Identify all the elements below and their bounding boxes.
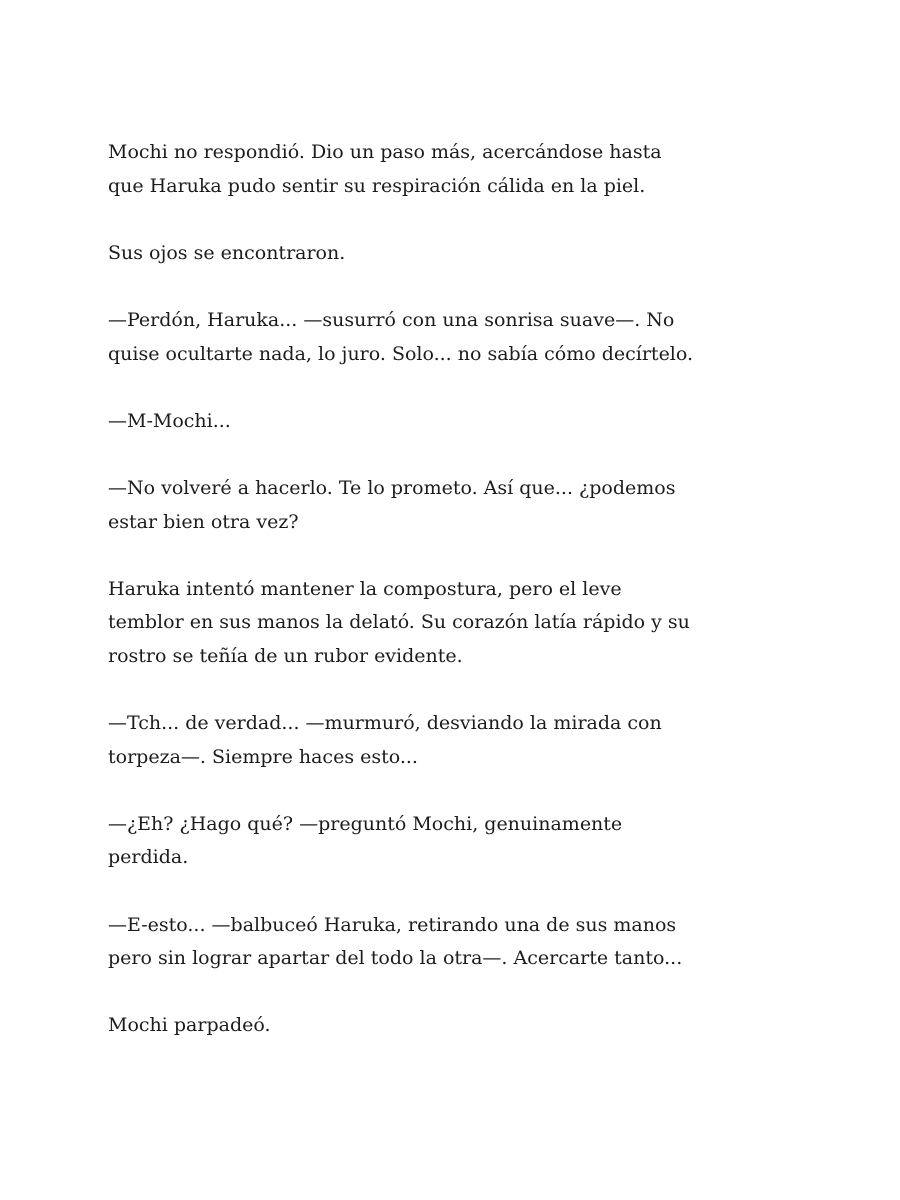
paragraph	[108, 573, 860, 674]
text-line: Mochi no respondió. Dio un paso más, acercándose hasta	[108, 141, 662, 163]
text-line: —M-Mochi...	[108, 409, 231, 432]
text-line: Haruka intentó mantener la compostura, pero el leve	[108, 577, 622, 600]
paragraph	[108, 909, 860, 976]
text-line: —E-esto... —balbuceó Haruka, retirando una de sus manos	[108, 913, 677, 936]
text-line: Sus ojos se encontraron.	[108, 241, 346, 264]
text-line: rostro se teñía de un rubor evidente.	[108, 644, 463, 667]
paragraph	[108, 472, 860, 539]
text-line: —Perdón, Haruka... —susurró con una sonrisa suave—. No	[108, 308, 675, 331]
text-line: que Haruka pudo sentir su respiración cálida en la piel.	[108, 174, 646, 197]
text-line: —Tch... de verdad... —murmuró, desviando la mirada con	[108, 712, 662, 735]
paragraph	[108, 237, 860, 271]
text-line: pero sin lograr apartar del todo la otra—. Acercarte tanto...	[108, 947, 683, 970]
paragraph	[108, 808, 860, 875]
text-line: perdida.	[108, 846, 189, 869]
text-line: estar bien otra vez?	[108, 510, 299, 533]
text-line: —¿Eh? ¿Hago qué? —preguntó Mochi, genuinamente	[108, 812, 623, 835]
paragraph	[108, 405, 860, 439]
paragraph	[108, 707, 860, 774]
paragraph	[108, 136, 860, 203]
text-line: torpeza—. Siempre haces esto...	[108, 745, 418, 768]
paragraph	[108, 304, 860, 371]
text-line: —No volveré a hacerlo. Te lo prometo. Así que... ¿podemos	[108, 476, 676, 499]
text-line: temblor en sus manos la delató. Su corazón latía rápido y su	[108, 611, 690, 634]
text-line: Mochi parpadeó.	[108, 1014, 271, 1037]
paragraph	[108, 1009, 860, 1043]
text-line: quise ocultarte nada, lo juro. Solo... no sabía cómo decírtelo.	[108, 342, 694, 365]
